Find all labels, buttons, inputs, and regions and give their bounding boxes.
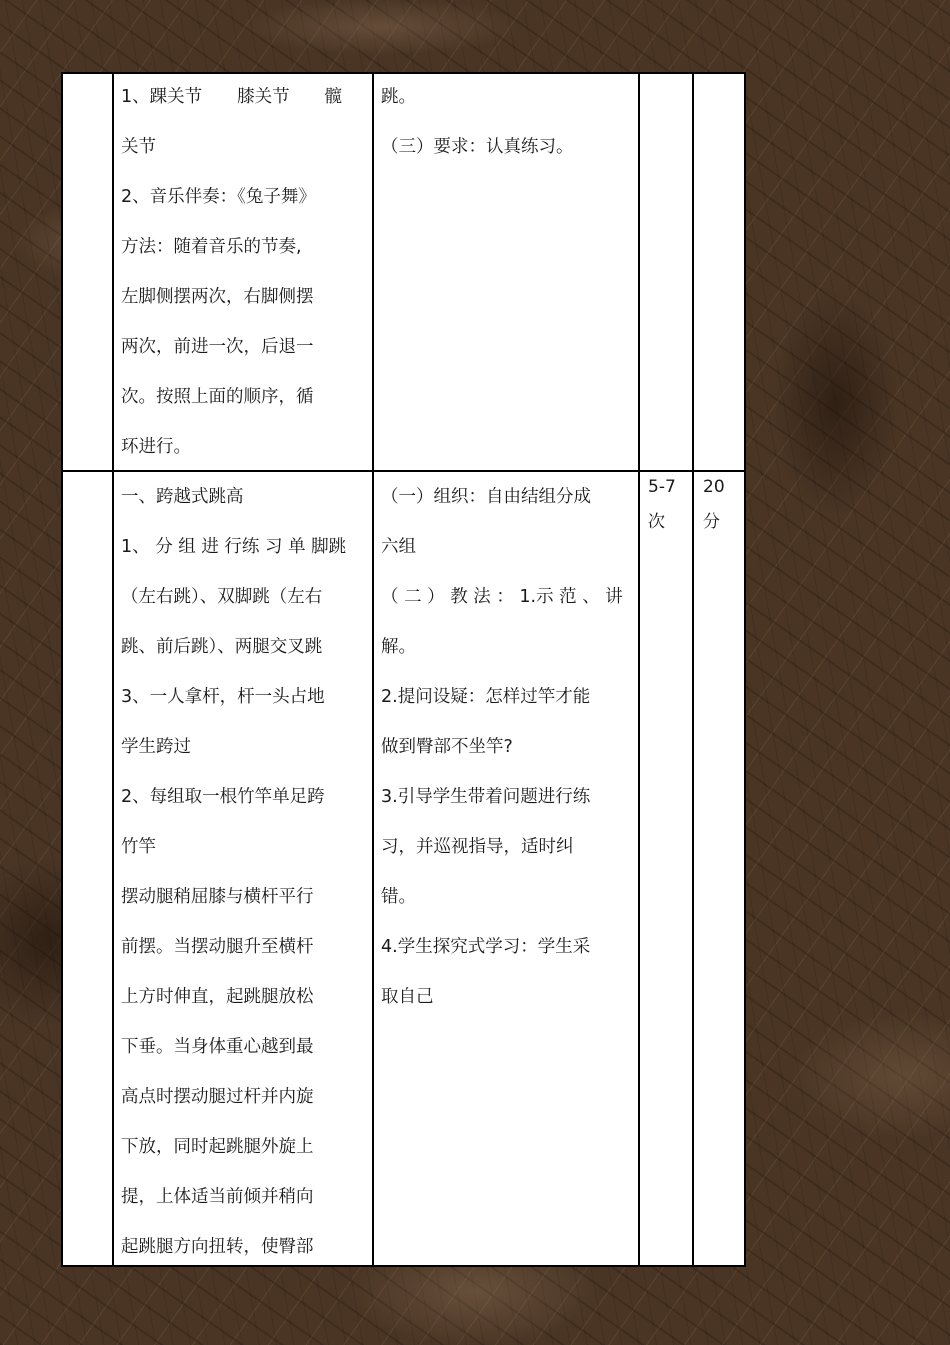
row2-content-line: 摆动腿稍屈膝与横杆平行 [121,887,314,907]
row1-content-line: 关节 [121,137,156,157]
column-divider-3 [638,72,640,1267]
row2-content-line: 1、 分 组 进 行练 习 单 脚跳 [121,537,347,557]
row2-method-line: 六组 [381,537,416,557]
row1-method-line: 跳。 [381,87,416,107]
row2-method-line: 3.引导学生带着问题进行练 [381,787,591,807]
lesson-plan-table [61,72,746,1267]
row1-content-line: 两次，前进一次，后退一 [121,337,314,357]
row1-method-line: （三）要求：认真练习。 [381,137,574,157]
row2-content-line: 下垂。当身体重心越到最 [121,1037,314,1057]
row2-content-line: 一、跨越式跳高 [121,487,244,507]
row2-duration-line: 分 [703,512,720,532]
row2-content-line: 跳、前后跳）、两腿交叉跳 [121,637,323,657]
row2-content-line: 提，上体适当前倾并稍向 [121,1187,314,1207]
row1-content-line: 左脚侧摆两次，右脚侧摆 [121,287,314,307]
row2-method-line: 做到臀部不坐竿? [381,737,513,757]
column-divider-4 [692,72,694,1267]
table-border-right [744,72,746,1267]
row2-method-line: 习，并巡视指导，适时纠 [381,837,574,857]
row2-method-line: 4.学生探究式学习：学生采 [381,937,591,957]
row2-duration-line: 20 [703,477,725,497]
row2-content-line: 学生跨过 [121,737,191,757]
column-divider-1 [112,72,114,1267]
row2-content-line: 前摆。当摆动腿升至横杆 [121,937,314,957]
row2-method-line: 取自己 [381,987,434,1007]
row2-content-line: 2、每组取一根竹竿单足跨 [121,787,325,807]
row1-content-line: 环进行。 [121,437,191,457]
row2-content-line: 起跳腿方向扭转，使臀部 [121,1237,314,1257]
row2-content-line: 下放，同时起跳腿外旋上 [121,1137,314,1157]
row2-content-line: 竹竿 [121,837,156,857]
row2-method-line: 2.提问设疑：怎样过竿才能 [381,687,591,707]
row2-content-line: 上方时伸直，起跳腿放松 [121,987,314,1007]
row1-content-line: 方法：随着音乐的节奏, [121,237,302,257]
row1-content-line: 2、音乐伴奏：《兔子舞》 [121,187,316,207]
row2-method-line: 错。 [381,887,416,907]
column-divider-2 [372,72,374,1267]
row1-content-line: 次。按照上面的顺序，循 [121,387,314,407]
row2-content-line: 高点时摆动腿过杆并内旋 [121,1087,314,1107]
table-border-left [61,72,63,1267]
row2-method-line: 解。 [381,637,416,657]
row2-method-line: （一）组织：自由结组分成 [381,487,591,507]
row1-content-line: 1、踝关节 膝关节 髋 [121,87,343,107]
row2-content-line: （左右跳）、双脚跳（左右 [121,587,323,607]
row2-content-line: 3、一人拿杆，杆一头占地 [121,687,325,707]
row2-times-line: 5-7 [648,477,676,497]
row2-method-line: （ 二 ） 教 法 ： 1.示 范 、 讲 [381,587,623,607]
row2-times-line: 次 [648,512,665,532]
